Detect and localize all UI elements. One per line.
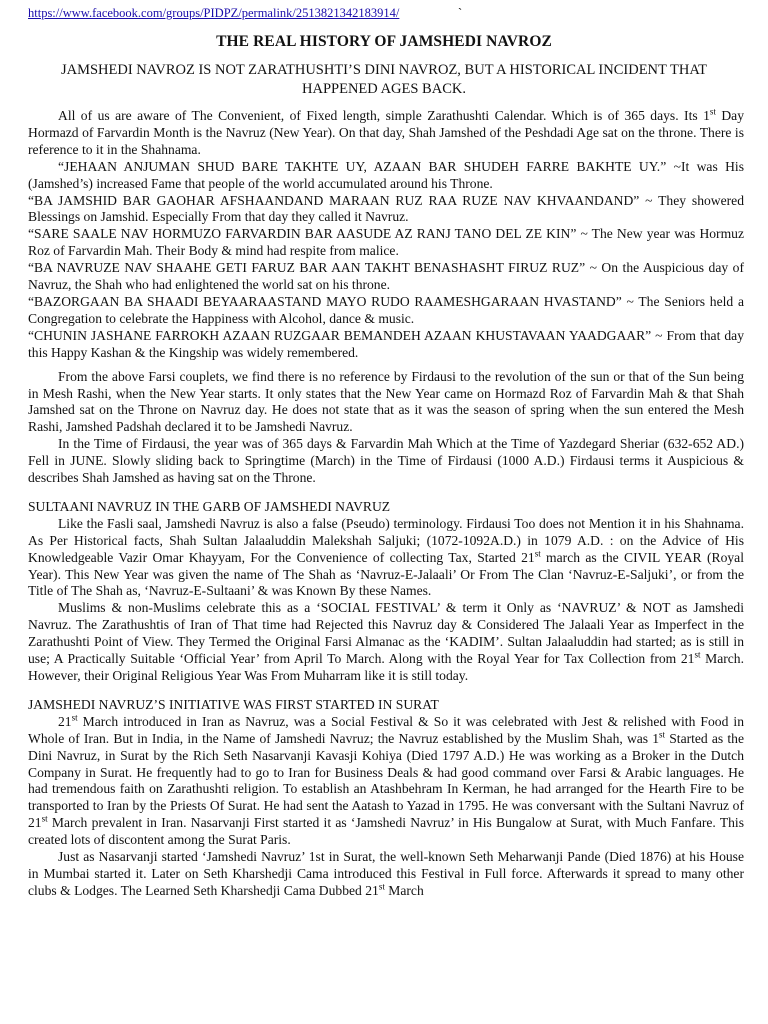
firdausi-paragraph: In the Time of Firdausi, the year was of 365 days & Farvardin Mah Which at the Time of Yazdegard Sheriar (632-652 AD.) Fell in JUNE. Slowly sliding back to Springtime (March) in the Time of Firdausi (1000 A.D.) Firdausi terms it Auspicious & describes Shah Jamshed as having sat on the Throne. <box>28 436 744 486</box>
couplet-5: “BAZORGAAN BA SHAADI BEYAARAASTAND MAYO RUDO RAAMESHGARAAN HVASTAND” ~ The Seniors held a Congregation to celebrate the Happiness with Alcohol, dance & music. <box>28 293 744 326</box>
source-link-tail: ` <box>458 6 463 20</box>
document-title: THE REAL HISTORY OF JAMSHEDI NAVROZ <box>216 33 552 50</box>
section-heading-sultaani: SULTAANI NAVRUZ IN THE GARB OF JAMSHEDI NAVRUZ <box>28 498 391 514</box>
document-body <box>28 108 744 900</box>
couplet-1: “JEHAAN ANJUMAN SHUD BARE TAKHTE UY, AZAAN BAR SHUDEH FARRE BAKHTE UY.” ~It was His (Jamshed’s) increased Fame that people of the world accumulated around his Throne. <box>28 158 744 191</box>
section-heading-surat: JAMSHEDI NAVRUZ’S INITIATIVE WAS FIRST STARTED IN SURAT <box>28 696 439 712</box>
couplet-2: “BA JAMSHID BAR GAOHAR AFSHAANDAND MARAAN RUZ RAA RUZE NAV KHVAANDAND” ~ They showered Blessings on Jamshid. Especially From that day they called it Navruz. <box>28 192 744 225</box>
couplet-6: “CHUNIN JASHANE FARROKH AZAAN RUZGAAR BEMANDEH AZAAN KHUSTAVAAN YAADGAAR” ~ From that day this Happy Kashan & the Kingship was widely remembered. <box>28 327 744 360</box>
sultaani-paragraph-1: Like the Fasli saal, Jamshedi Navruz is also a false (Pseudo) terminology. Firdausi Too does not Mention it in his Shahnama. As Per Historical facts, Shah Sultan Jalaaluddin Malekshah Saljuki; (1072-1092A.D.) in 1079 A.D. : on the Advice of His Knowledgeable Vazir Omar Khayyam, For the Convenience of collecting Tax, Started 21st march as the CIVIL YEAR (Royal Year). This New Year was given the name of The Shah as ‘Navruz-E-Jalaali’ Or From The Clan ‘Navruz-E-Saljuki’, or from the Title of The Shah as, ‘Navruz-E-Sultaani’ & was Known By these Names. <box>28 515 744 599</box>
surat-paragraph-1: 21st March introduced in Iran as Navruz, was a Social Festival & So it was celebrated with Jest & relished with Food in Whole of Iran. But in India, in the Name of Jamshedi Navruz; the Navruz established by the Muslim Shah, was 1st Started as the Dini Navruz, in Surat by the Rich Seth Nasarvanji Kavasji Kohiya (Died 1797 A.D.) He was working as a Broker in the Dutch Company in Surat. He frequently had to go to Iran for Business Deals & had good command over Farsi & Arabic languages. He had tremendous faith on Zarathushti religion. To establish an Atashbehram In Kerman, he had arranged for the Hearth Fire to be transported to Iran by the Priests Of Surat. He had sent the Aatash to Yazad in 1795. He was conversant with the Sultani Navruz of 21st March prevalent in Iran. Nasarvanji First started it as ‘Jamshedi Navruz’ in His Bungalow at Surat, with Much Fanfare. This created lots of discontent among the Surat Paris. <box>28 712 744 848</box>
document-subtitle: JAMSHEDI NAVROZ IS NOT ZARATHUSHTI’S DINI NAVROZ, BUT A HISTORICAL INCIDENT THAT HAPPENED AGES BACK. <box>60 62 708 97</box>
couplet-4: “BA NAVRUZE NAV SHAAHE GETI FARUZ BAR AAN TAKHT BENASHASHT FIRUZ RUZ” ~ On the Auspicious day of Navruz, the Shah who had enlightened the world sat on his throne. <box>28 260 744 293</box>
surat-paragraph-2: Just as Nasarvanji started ‘Jamshedi Navruz’ 1st in Surat, the well-known Seth Meharwanji Pande (Died 1876) at his House in Mumbai started it. Later on Seth Kharshedji Cama introduced this Festival in Full force. Afterwards it spread to many other clubs & Lodges. The Learned Seth Kharshedji Cama Dubbed 21st March <box>28 849 744 898</box>
intro-paragraph: All of us are aware of The Convenient, of Fixed length, simple Zarathushti Calendar. Which is of 365 days. Its 1st Day Hormazd of Farvardin Month is the Navruz (New Year). On that day, Shah Jamshed of the Peshdadi Age sat on the throne. There is reference to it in the Shahnama. <box>28 106 744 157</box>
couplet-3: “SARE SAALE NAV HORMUZO FARVARDIN BAR AASUDE AZ RANJ TANO DEL ZE KIN” ~ The New year was Hormuz Roz of Farvardin Mah. Their Body & mind had respite from malice. <box>28 226 744 259</box>
source-link[interactable]: https://www.facebook.com/groups/PIDPZ/permalink/2513821342183914/ <box>28 6 400 20</box>
analysis-paragraph: From the above Farsi couplets, we find there is no reference by Firdausi to the revolution of the sun or that of the Sun being in Mesh Rashi, when the New Year starts. It only states that the New Year came on Hormazd Roz of Farvardin Mah & that Shah Jamshed sat on the Throne on Navruz day. He does not state that as it was the season of spring when the sun entered the Mesh Rashi, Jamshed Padshah declared it to be Jamshedi Navruz. <box>28 368 744 435</box>
sultaani-paragraph-2: Muslims & non-Muslims celebrate this as a ‘SOCIAL FESTIVAL’ & term it Only as ‘NAVRUZ’ & NOT as Jamshedi Navruz. The Zarathushtis of Iran of That time had Rejected this Navruz day & Considered The Jalaali Year as Imperfect in the Zarathushti Point of View. They Termed the Original Farsi Almanac as the ‘KADIM’. Sultan Jalaaluddin had started; as is still in use; A Practically Suitable ‘Official Year’ from April To March. Along with the Royal Year for Tax Collection from 21st March. However, their Original Religious Year Was From Muharram like it is still today. <box>28 600 744 683</box>
